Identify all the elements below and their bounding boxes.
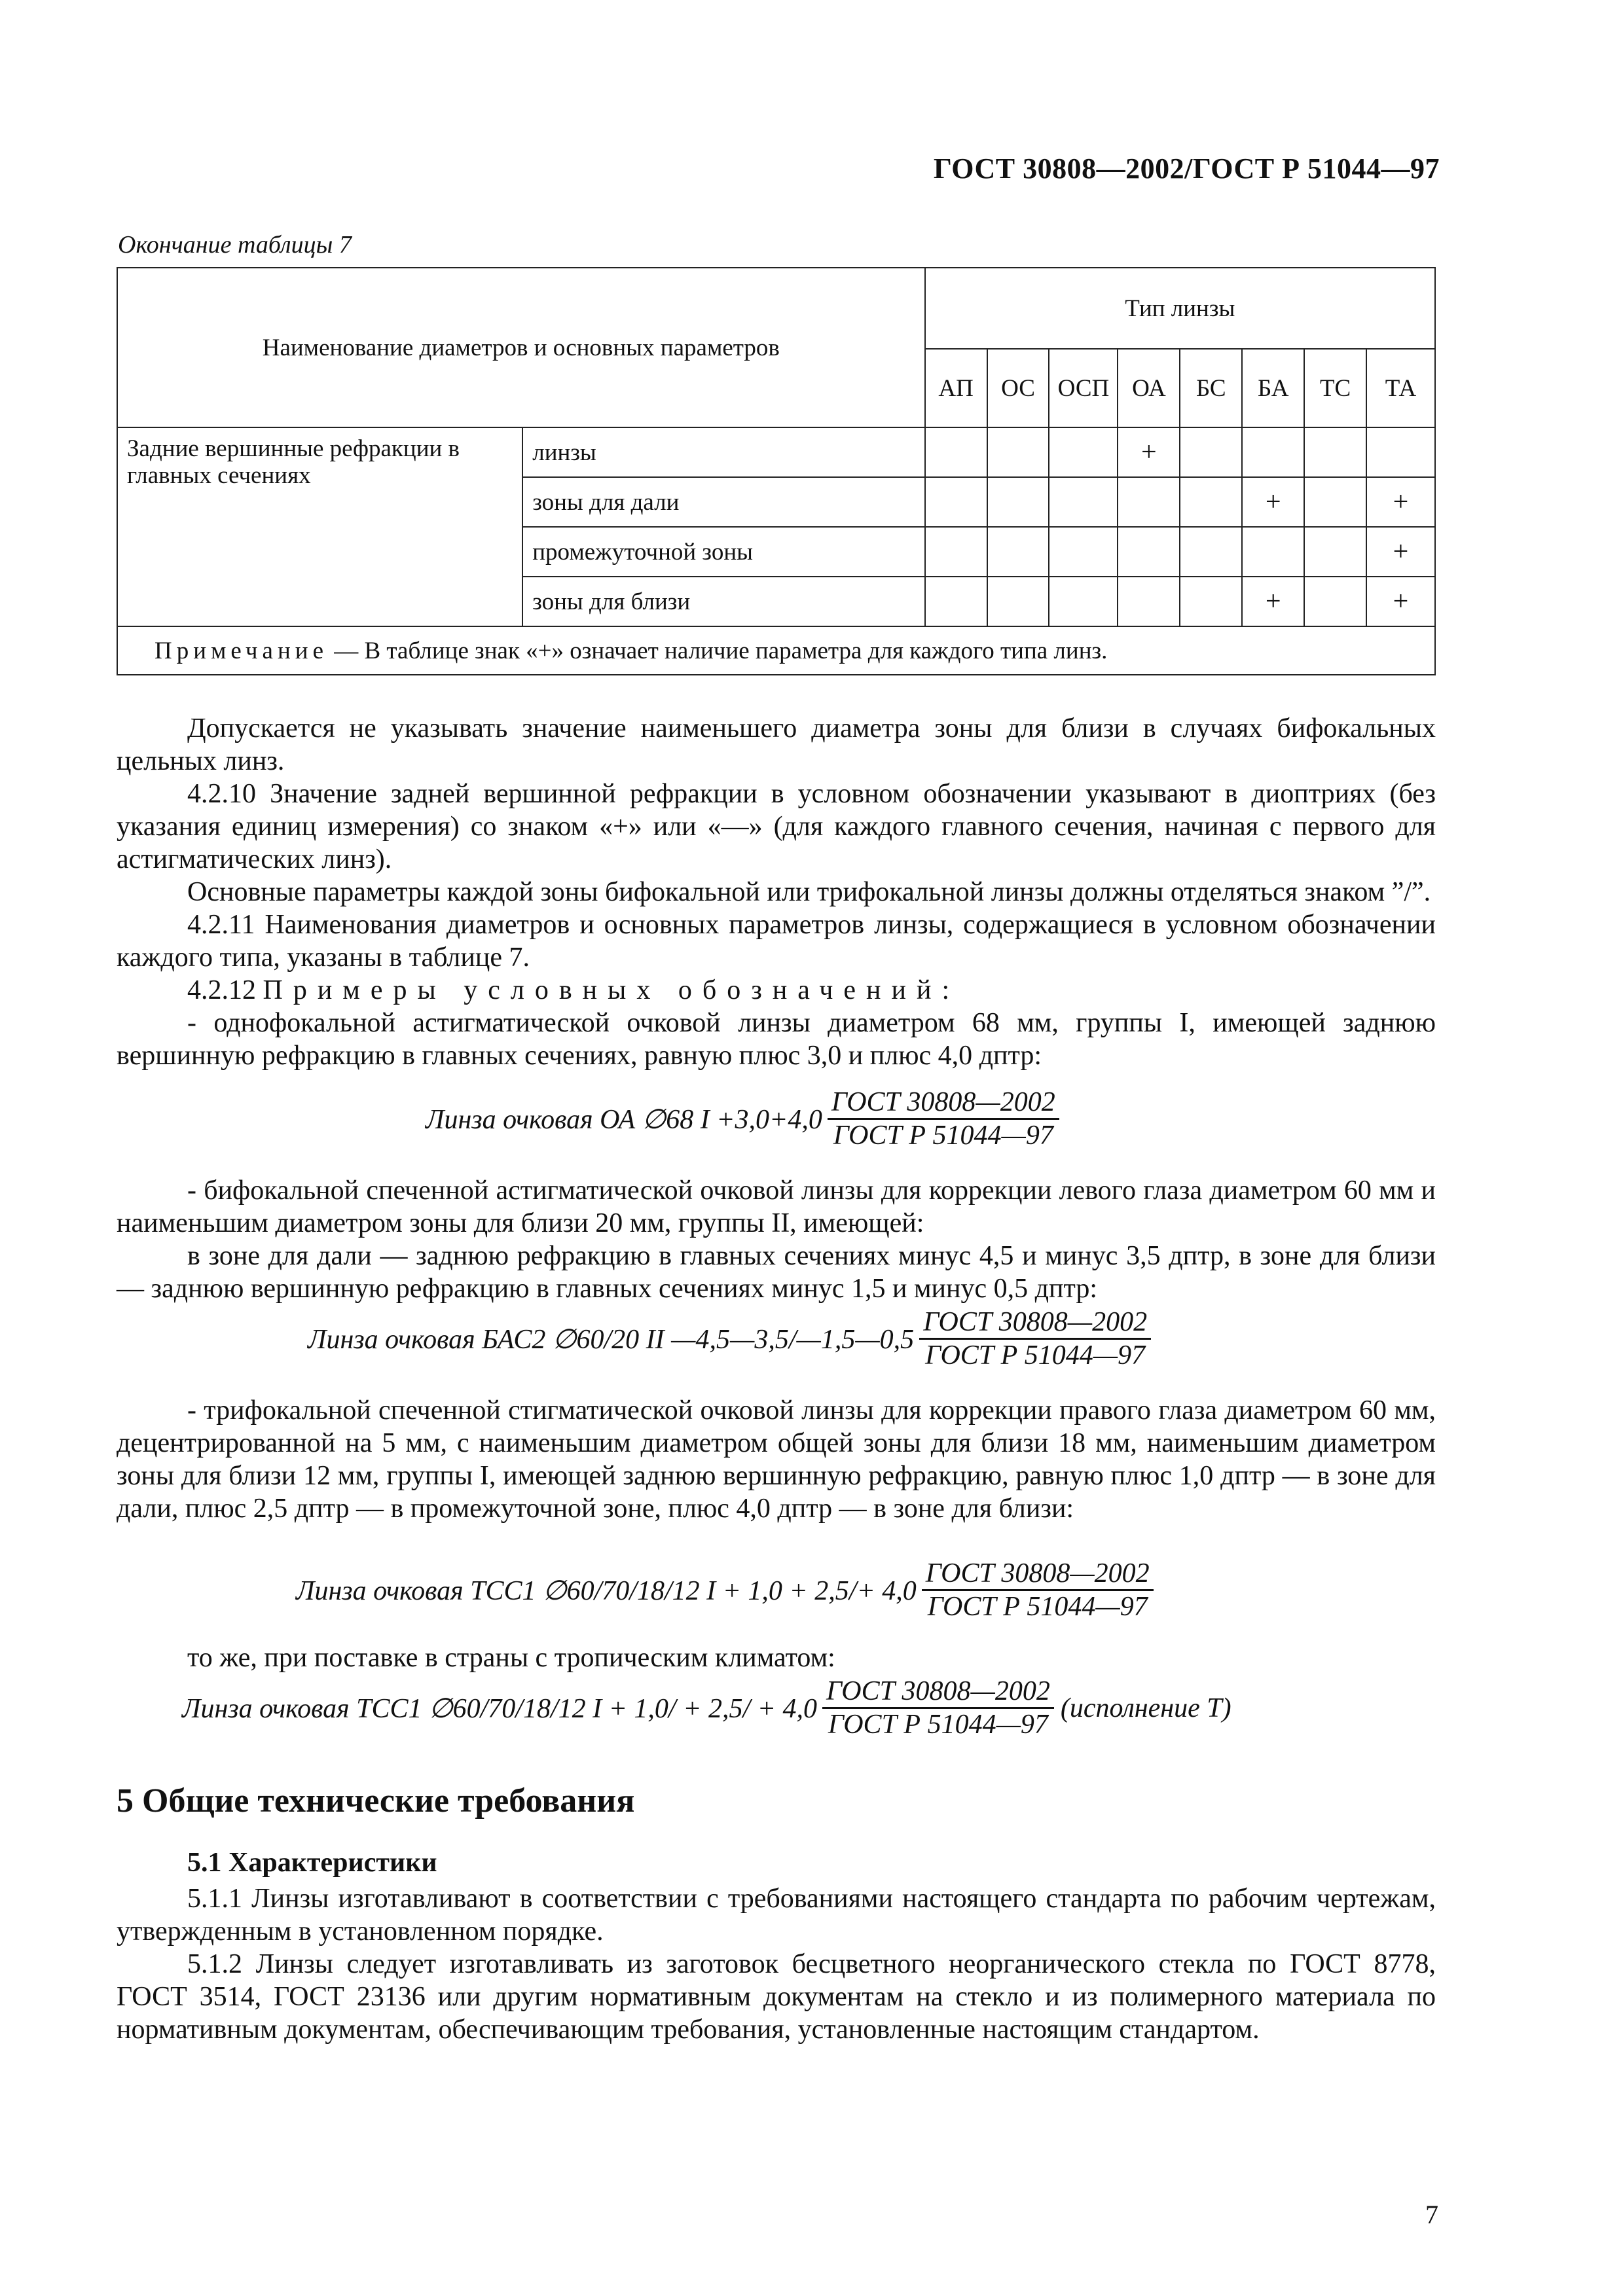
formula-fraction bbox=[822, 1676, 1054, 1740]
fraction-denominator: ГОСТ Р 51044—97 bbox=[927, 1592, 1148, 1622]
text-block-5-1 bbox=[117, 1882, 1436, 2046]
table-cell bbox=[1118, 477, 1180, 527]
note-text: — В таблице знак «+» означает наличие параметра для каждого типа линз. bbox=[328, 637, 1108, 664]
fraction-numerator: ГОСТ 30808—2002 bbox=[919, 1306, 1151, 1340]
text-block-4-2 bbox=[117, 712, 1436, 1072]
paragraph-5-1-2: 5.1.2 Линзы следует изготавливать из заготовок бесцветного неорганического стекла по ГОСТ 8778, ГОСТ 3514, ГОСТ 23136 или другим нормативным документам на стекло и из полимерного материала по нормативным документам, обеспечивающим требования, установленные настоящим стандартом. bbox=[117, 1949, 1436, 2045]
table-cell bbox=[1304, 577, 1366, 626]
section-5-1-title: 5.1 Характеристики bbox=[187, 1848, 437, 1878]
table-cell bbox=[925, 427, 987, 477]
column-header: АП bbox=[925, 349, 987, 427]
table-header-type: Тип линзы bbox=[925, 268, 1435, 349]
table-cell bbox=[1049, 577, 1118, 626]
table-cell bbox=[1180, 477, 1242, 527]
column-header: ОС bbox=[987, 349, 1049, 427]
table-cell bbox=[1366, 427, 1435, 477]
paragraph: то же, при поставке в страны с тропическим климатом: bbox=[187, 1643, 835, 1673]
column-header: ТС bbox=[1304, 349, 1366, 427]
row-label: линзы bbox=[522, 427, 924, 477]
fraction-numerator: ГОСТ 30808—2002 bbox=[822, 1676, 1054, 1709]
paragraph-4-2-12 bbox=[117, 974, 1436, 1007]
column-header: ТА bbox=[1366, 349, 1435, 427]
fraction-denominator: ГОСТ Р 51044—97 bbox=[833, 1121, 1053, 1151]
table-cell bbox=[1180, 427, 1242, 477]
table-7 bbox=[117, 267, 1436, 675]
formula-4 bbox=[182, 1676, 1231, 1740]
row-label: зоны для близи bbox=[522, 577, 924, 626]
column-header: ОСП bbox=[1049, 349, 1118, 427]
table-cell: + bbox=[1242, 577, 1304, 626]
paragraph-example-3: - трифокальной спеченной стигматической очковой линзы для коррекции правого глаза диаметром 60 мм, децентрированной на 5 мм, с наименьшим диаметром общей зоны для близи 18 мм, наименьшим диаметром зоны для близи 12 мм, группы I, имеющей заднюю вершинную рефракцию, равную плюс 1,0 дптр — в зоне для дали, плюс 2,5 дптр — в промежуточной зоне, плюс 4,0 дптр — в зоне для близи: bbox=[117, 1395, 1436, 1524]
formula-text: Линза очковая ТСС1 ∅60/70/18/12 I + 1,0/ + 2,5/ + 4,0 bbox=[182, 1693, 817, 1724]
page-number: 7 bbox=[1425, 2200, 1438, 2229]
table-cell bbox=[987, 427, 1049, 477]
fraction-numerator: ГОСТ 30808—2002 bbox=[922, 1558, 1154, 1591]
row-group-label: Задние вершинные рефракции в главных сечениях bbox=[117, 427, 522, 626]
formula-text: Линза очковая ОА ∅68 I +3,0+4,0 bbox=[426, 1104, 822, 1135]
table-cell: + bbox=[1366, 477, 1435, 527]
table-cell bbox=[1304, 477, 1366, 527]
table-cell bbox=[1118, 527, 1180, 577]
table-cell bbox=[1180, 527, 1242, 577]
formula-fraction bbox=[919, 1306, 1151, 1371]
paragraph-example-2: - бифокальной спеченной астигматической очковой линзы для коррекции левого глаза диаметром 60 мм и наименьшим диаметром зоны для близи 20 мм, группы II, имеющей: bbox=[117, 1175, 1436, 1238]
column-header: БА bbox=[1242, 349, 1304, 427]
table-row bbox=[117, 427, 1435, 477]
table-cell bbox=[1180, 577, 1242, 626]
table-cell bbox=[1304, 427, 1366, 477]
table-cell bbox=[1304, 527, 1366, 577]
text-block-example-2 bbox=[117, 1174, 1436, 1305]
paragraph-example-1: - однофокальной астигматической очковой линзы диаметром 68 мм, группы I, имеющей заднюю вершинную рефракцию в главных сечениях, равную плюс 3,0 и плюс 4,0 дптр: bbox=[117, 1008, 1436, 1071]
formula-3 bbox=[296, 1558, 1154, 1623]
paragraph: в зоне для дали — заднюю рефракцию в главных сечениях минус 4,5 и минус 3,5 дптр, в зоне для близи — заднюю вершинную рефракцию в главных сечениях минус 1,5 и минус 0,5 дптр: bbox=[117, 1241, 1436, 1304]
formula-2 bbox=[308, 1306, 1151, 1371]
table-cell bbox=[925, 527, 987, 577]
table-cell bbox=[1049, 477, 1118, 527]
formula-1 bbox=[426, 1086, 1059, 1151]
table-cell bbox=[987, 477, 1049, 527]
formula-text: Линза очковая ТСС1 ∅60/70/18/12 I + 1,0 + 2,5/+ 4,0 bbox=[296, 1575, 917, 1606]
table-cell bbox=[987, 577, 1049, 626]
row-label: промежуточной зоны bbox=[522, 527, 924, 577]
paragraph-4-2-11: 4.2.11 Наименования диаметров и основных параметров линзы, содержащиеся в условном обозначении каждого типа, указаны в таблице 7. bbox=[117, 910, 1436, 973]
table-cell bbox=[1049, 527, 1118, 577]
column-header: ОА bbox=[1118, 349, 1180, 427]
table-cell bbox=[1118, 577, 1180, 626]
fraction-numerator: ГОСТ 30808—2002 bbox=[828, 1086, 1059, 1120]
table-cell: + bbox=[1118, 427, 1180, 477]
table-cell bbox=[1049, 427, 1118, 477]
paragraph: Допускается не указывать значение наименьшего диаметра зоны для близи в случаях бифокальных цельных линз. bbox=[117, 713, 1436, 776]
note-label: Примечание bbox=[155, 637, 328, 664]
formula-fraction bbox=[922, 1558, 1154, 1623]
table-cell bbox=[1242, 427, 1304, 477]
section-number: 4.2.12 bbox=[187, 975, 263, 1005]
formula-suffix: (исполнение Т) bbox=[1060, 1693, 1231, 1723]
table-cell: + bbox=[1366, 577, 1435, 626]
table-cell bbox=[925, 577, 987, 626]
table-caption: Окончание таблицы 7 bbox=[118, 231, 352, 259]
table-cell bbox=[925, 477, 987, 527]
table-cell bbox=[987, 527, 1049, 577]
column-header: БС bbox=[1180, 349, 1242, 427]
formula-fraction bbox=[828, 1086, 1059, 1151]
document-header: ГОСТ 30808—2002/ГОСТ Р 51044—97 bbox=[933, 152, 1440, 185]
paragraph: Основные параметры каждой зоны бифокальной или трифокальной линзы должны отделяться знаком ”/”. bbox=[187, 877, 1431, 907]
table-header-name: Наименование диаметров и основных параметров bbox=[117, 268, 925, 427]
table-cell bbox=[1242, 527, 1304, 577]
paragraph-4-2-10: 4.2.10 Значение задней вершинной рефракции в условном обозначении указывают в диоптриях (без указания единиц измерения) со знаком «+» или «—» (для каждого главного сечения, начиная с первого для астигматических линз). bbox=[117, 779, 1436, 874]
paragraph-5-1-1: 5.1.1 Линзы изготавливают в соответствии с требованиями настоящего стандарта по рабочим чертежам, утвержденным в установленном порядке. bbox=[117, 1884, 1436, 1946]
table-note bbox=[117, 626, 1435, 675]
text-block-example-3 bbox=[117, 1394, 1436, 1525]
text-block-tropical bbox=[117, 1641, 1436, 1674]
row-label: зоны для дали bbox=[522, 477, 924, 527]
table-cell: + bbox=[1242, 477, 1304, 527]
section-5-title: 5 Общие технические требования bbox=[117, 1782, 635, 1820]
fraction-denominator: ГОСТ Р 51044—97 bbox=[925, 1340, 1146, 1371]
table-cell: + bbox=[1366, 527, 1435, 577]
formula-text: Линза очковая БАС2 ∅60/20 II —4,5—3,5/—1,5—0,5 bbox=[308, 1324, 915, 1355]
fraction-denominator: ГОСТ Р 51044—97 bbox=[828, 1710, 1048, 1740]
examples-heading: Примеры условных обозначений: bbox=[263, 975, 960, 1005]
